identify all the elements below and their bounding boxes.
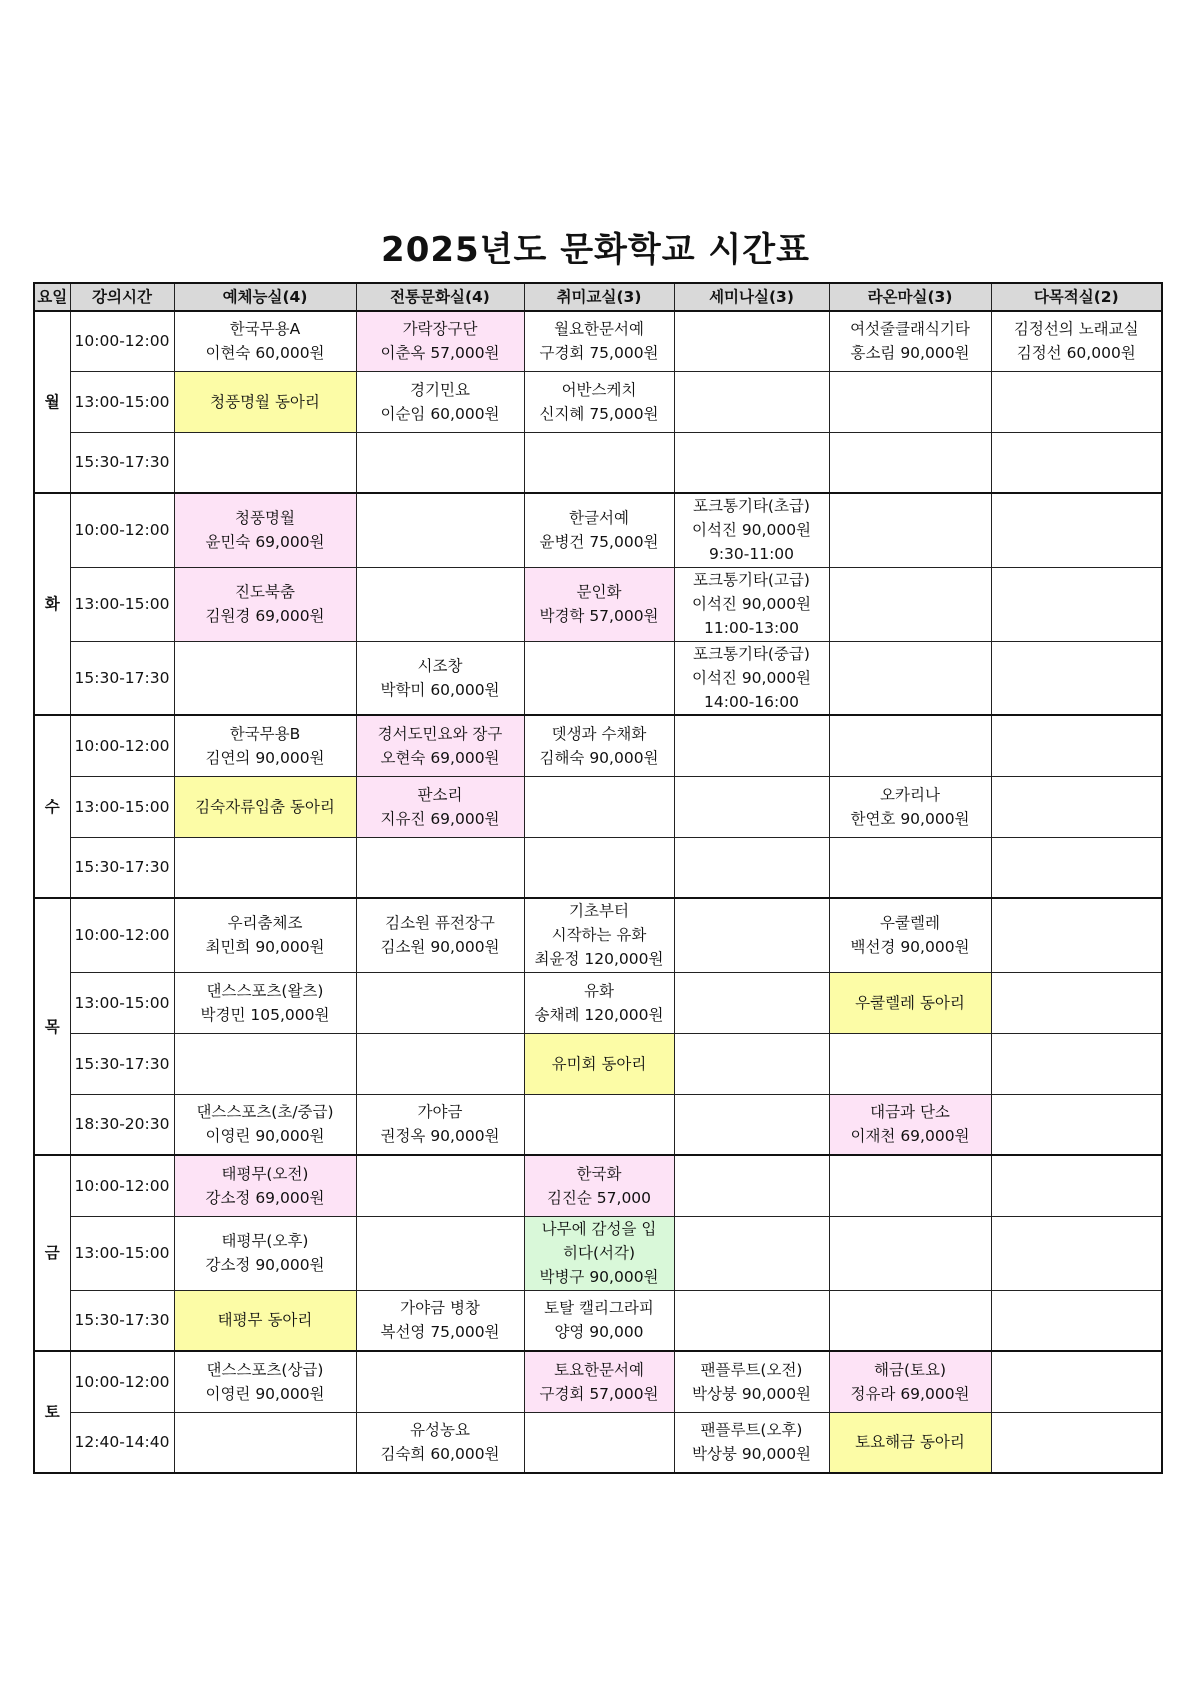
- class-line: 정유라 69,000원: [850, 1384, 970, 1403]
- class-line: 팬플루트(오전): [700, 1360, 803, 1379]
- empty-cell: [991, 493, 1162, 567]
- time-slot: 12:40-14:40: [70, 1412, 174, 1473]
- class-line: 한글서예: [569, 509, 629, 528]
- empty-cell: [674, 1216, 829, 1290]
- empty-cell: [356, 1216, 524, 1290]
- table-row: [34, 1094, 1162, 1155]
- time-slot: 10:00-12:00: [70, 1351, 174, 1412]
- class-line: 구경회 75,000원: [539, 344, 659, 363]
- class-cell: [356, 1290, 524, 1351]
- class-cell: [829, 776, 991, 837]
- empty-cell: [524, 776, 674, 837]
- class-line: 태평무(오후): [221, 1232, 309, 1250]
- timetable-body: [34, 311, 1162, 1473]
- class-line: 김원경 69,000원: [205, 607, 325, 625]
- class-line: 이석진 90,000원: [691, 521, 812, 540]
- class-cell: [829, 1351, 991, 1412]
- class-line: 대금과 단소: [870, 1103, 950, 1122]
- empty-cell: [829, 1033, 991, 1094]
- class-line: 윤병건 75,000원: [539, 533, 659, 552]
- day-label: 토: [34, 1351, 70, 1473]
- empty-cell: [991, 972, 1162, 1033]
- empty-cell: [356, 1155, 524, 1216]
- empty-cell: [356, 432, 524, 493]
- class-cell: [524, 1290, 674, 1351]
- time-slot: 10:00-12:00: [70, 1155, 174, 1216]
- table-row: [34, 371, 1162, 432]
- class-line: 뎃생과 수채화: [551, 724, 647, 743]
- time-slot: 13:00-15:00: [70, 1216, 174, 1290]
- class-line: 백선경 90,000원: [850, 938, 970, 957]
- empty-cell: [174, 1412, 356, 1473]
- class-line: 강소정 90,000원: [205, 1256, 325, 1274]
- day-label: 목: [34, 898, 70, 1155]
- table-row: [34, 1351, 1162, 1412]
- class-line: 유미회 동아리: [551, 1054, 647, 1073]
- class-line: 문인화: [576, 583, 622, 601]
- empty-cell: [356, 493, 524, 567]
- class-line: 박병구 90,000원: [539, 1268, 659, 1286]
- empty-cell: [674, 1033, 829, 1094]
- empty-cell: [829, 432, 991, 493]
- class-line: 김소원 퓨전장구: [385, 914, 495, 933]
- class-line: 최윤정 120,000원: [534, 950, 664, 969]
- class-line: 진도북춤: [235, 583, 295, 601]
- empty-cell: [991, 715, 1162, 776]
- empty-cell: [829, 371, 991, 432]
- class-line: 우쿨렐레 동아리: [855, 993, 965, 1012]
- class-cell: [356, 715, 524, 776]
- empty-cell: [991, 1033, 1162, 1094]
- table-row: [34, 1412, 1162, 1473]
- header-room-traditional: 전통문화실(4): [356, 283, 524, 311]
- class-line: 판소리: [417, 785, 463, 804]
- time-slot: 15:30-17:30: [70, 432, 174, 493]
- header-day: 요일: [34, 283, 70, 311]
- class-cell: [524, 972, 674, 1033]
- empty-cell: [674, 776, 829, 837]
- empty-cell: [991, 1216, 1162, 1290]
- class-line: 김정선의 노래교실: [1013, 320, 1139, 339]
- class-line: 송채례 120,000원: [534, 1005, 664, 1024]
- empty-cell: [674, 898, 829, 972]
- class-line: 히다(서각): [563, 1244, 635, 1262]
- class-line: 포크통기타(중급): [693, 644, 810, 663]
- class-line: 포크통기타(고급): [693, 571, 810, 589]
- class-cell: [524, 493, 674, 567]
- class-line: 김진순 57,000: [546, 1188, 652, 1207]
- class-line: 한국화: [576, 1164, 622, 1183]
- empty-cell: [991, 567, 1162, 641]
- empty-cell: [829, 493, 991, 567]
- time-slot: 15:30-17:30: [70, 1033, 174, 1094]
- empty-cell: [991, 432, 1162, 493]
- class-cell: [524, 1155, 674, 1216]
- class-line: 월요한문서예: [554, 320, 644, 339]
- class-line: 시작하는 유화: [551, 926, 647, 945]
- table-row: [34, 837, 1162, 898]
- class-cell: [174, 1155, 356, 1216]
- empty-cell: [991, 1155, 1162, 1216]
- header-room-seminar: 세미나실(3): [674, 283, 829, 311]
- class-line: 박경민 105,000원: [200, 1005, 330, 1024]
- empty-cell: [991, 776, 1162, 837]
- class-line: 여섯줄클래식기타: [850, 320, 970, 339]
- time-slot: 10:00-12:00: [70, 715, 174, 776]
- class-line: 김숙희 60,000원: [380, 1445, 500, 1464]
- class-line: 이영린 90,000원: [205, 1127, 325, 1146]
- class-cell: [174, 715, 356, 776]
- table-row: [34, 1290, 1162, 1351]
- class-line: 김소원 90,000원: [380, 938, 500, 957]
- class-line: 9:30-11:00: [708, 545, 795, 564]
- time-slot: 13:00-15:00: [70, 371, 174, 432]
- class-line: 박경학 57,000원: [539, 607, 659, 625]
- class-line: 최민희 90,000원: [205, 938, 325, 957]
- class-line: 한국무용B: [229, 724, 301, 743]
- class-line: 가야금: [417, 1103, 463, 1122]
- class-cell: [829, 898, 991, 972]
- class-line: 김정선 60,000원: [1016, 344, 1136, 363]
- empty-cell: [674, 837, 829, 898]
- empty-cell: [356, 1033, 524, 1094]
- class-cell: [829, 1412, 991, 1473]
- class-line: 권정옥 90,000원: [380, 1127, 500, 1146]
- class-line: 기초부터: [569, 902, 629, 921]
- class-cell: [829, 972, 991, 1033]
- class-line: 댄스스포츠(초/중급): [196, 1103, 334, 1122]
- table-row: [34, 1033, 1162, 1094]
- empty-cell: [991, 371, 1162, 432]
- class-line: 지유진 69,000원: [380, 809, 500, 828]
- class-line: 태평무(오전): [221, 1164, 309, 1183]
- time-slot: 15:30-17:30: [70, 837, 174, 898]
- header-room-multipurpose: 다목적실(2): [991, 283, 1162, 311]
- class-line: 청풍명월: [235, 509, 295, 528]
- class-cell: [524, 1033, 674, 1094]
- class-line: 어반스케치: [561, 380, 637, 399]
- time-slot: 13:00-15:00: [70, 776, 174, 837]
- class-line: 11:00-13:00: [704, 619, 799, 637]
- class-line: 댄스스포츠(왈츠): [206, 981, 324, 1000]
- class-cell: [174, 493, 356, 567]
- table-row: [34, 898, 1162, 972]
- header-room-arts: 예체능실(4): [174, 283, 356, 311]
- table-row: [34, 715, 1162, 776]
- class-cell: [674, 1351, 829, 1412]
- class-line: 14:00-16:00: [704, 692, 799, 711]
- empty-cell: [174, 432, 356, 493]
- class-line: 오현숙 69,000원: [380, 748, 500, 767]
- class-line: 유성농요: [410, 1421, 470, 1440]
- day-label: 화: [34, 493, 70, 715]
- empty-cell: [829, 715, 991, 776]
- time-slot: 13:00-15:00: [70, 972, 174, 1033]
- empty-cell: [829, 567, 991, 641]
- class-line: 토탈 캘리그라피: [544, 1299, 654, 1318]
- class-line: 윤민숙 69,000원: [205, 533, 325, 552]
- empty-cell: [174, 1033, 356, 1094]
- empty-cell: [524, 432, 674, 493]
- class-line: 이영린 90,000원: [205, 1384, 325, 1403]
- class-cell: [674, 567, 829, 641]
- class-line: 경기민요: [410, 380, 470, 399]
- class-line: 우리춤체조: [227, 914, 303, 933]
- class-line: 박상붕 90,000원: [691, 1384, 812, 1403]
- class-cell: [174, 1351, 356, 1412]
- class-line: 한연호 90,000원: [850, 809, 970, 828]
- class-cell: [174, 776, 356, 837]
- class-cell: [829, 1094, 991, 1155]
- empty-cell: [829, 641, 991, 715]
- header-room-hobby: 취미교실(3): [524, 283, 674, 311]
- class-line: 포크통기타(초급): [693, 497, 810, 516]
- class-cell: [174, 371, 356, 432]
- time-slot: 15:30-17:30: [70, 1290, 174, 1351]
- time-slot: 18:30-20:30: [70, 1094, 174, 1155]
- empty-cell: [991, 898, 1162, 972]
- timetable: [33, 282, 1163, 1474]
- class-line: 홍소림 90,000원: [850, 344, 970, 363]
- empty-cell: [674, 371, 829, 432]
- empty-cell: [674, 432, 829, 493]
- empty-cell: [991, 1094, 1162, 1155]
- empty-cell: [674, 1290, 829, 1351]
- day-label: 금: [34, 1155, 70, 1351]
- empty-cell: [991, 641, 1162, 715]
- class-line: 토요한문서예: [554, 1360, 644, 1379]
- class-cell: [524, 311, 674, 371]
- class-cell: [174, 567, 356, 641]
- class-line: 경서도민요와 장구: [377, 724, 503, 743]
- empty-cell: [356, 567, 524, 641]
- class-cell: [356, 311, 524, 371]
- class-line: 복선영 75,000원: [380, 1323, 500, 1342]
- table-row: [34, 567, 1162, 641]
- empty-cell: [991, 1412, 1162, 1473]
- class-cell: [524, 371, 674, 432]
- class-cell: [356, 898, 524, 972]
- class-line: 우쿨렐레: [880, 914, 940, 933]
- class-cell: [524, 1216, 674, 1290]
- class-cell: [174, 311, 356, 371]
- class-cell: [356, 641, 524, 715]
- class-line: 이현숙 60,000원: [205, 344, 325, 363]
- empty-cell: [356, 972, 524, 1033]
- class-cell: [356, 371, 524, 432]
- class-line: 토요해금 동아리: [855, 1433, 965, 1452]
- table-row: [34, 1155, 1162, 1216]
- class-cell: [524, 715, 674, 776]
- class-cell: [829, 311, 991, 371]
- class-line: 김연의 90,000원: [205, 748, 325, 767]
- empty-cell: [524, 837, 674, 898]
- class-cell: [174, 1216, 356, 1290]
- day-label: 월: [34, 311, 70, 493]
- class-line: 팬플루트(오후): [700, 1421, 803, 1440]
- class-cell: [356, 1412, 524, 1473]
- empty-cell: [524, 641, 674, 715]
- class-cell: [356, 776, 524, 837]
- empty-cell: [991, 1290, 1162, 1351]
- class-line: 가야금 병창: [400, 1299, 480, 1318]
- header-row: [34, 283, 1162, 311]
- class-cell: [674, 641, 829, 715]
- time-slot: 10:00-12:00: [70, 898, 174, 972]
- table-row: [34, 641, 1162, 715]
- class-cell: [524, 1351, 674, 1412]
- class-cell: [524, 898, 674, 972]
- empty-cell: [829, 1155, 991, 1216]
- empty-cell: [174, 641, 356, 715]
- class-cell: [174, 1094, 356, 1155]
- table-row: [34, 432, 1162, 493]
- class-cell: [674, 493, 829, 567]
- class-cell: [174, 1290, 356, 1351]
- class-line: 박상붕 90,000원: [691, 1445, 812, 1464]
- class-line: 시조창: [417, 656, 463, 675]
- empty-cell: [174, 837, 356, 898]
- class-cell: [524, 567, 674, 641]
- class-line: 유화: [584, 981, 614, 1000]
- table-row: [34, 311, 1162, 371]
- class-cell: [356, 1094, 524, 1155]
- page-title: 2025년도 문화학교 시간표: [381, 230, 810, 270]
- class-cell: [674, 1412, 829, 1473]
- class-line: 신지혜 75,000원: [539, 404, 659, 423]
- class-line: 강소정 69,000원: [205, 1188, 325, 1207]
- class-cell: [174, 972, 356, 1033]
- class-line: 댄스스포츠(상급): [206, 1360, 324, 1379]
- class-line: 태평무 동아리: [217, 1311, 313, 1330]
- header-time: 강의시간: [70, 283, 174, 311]
- class-line: 박학미 60,000원: [380, 680, 500, 699]
- table-row: [34, 1216, 1162, 1290]
- empty-cell: [356, 837, 524, 898]
- class-line: 나무에 감성을 입: [541, 1220, 657, 1238]
- time-slot: 15:30-17:30: [70, 641, 174, 715]
- empty-cell: [674, 1094, 829, 1155]
- class-line: 해금(토요): [874, 1360, 946, 1379]
- class-line: 가락장구단: [402, 320, 478, 339]
- class-line: 구경회 57,000원: [539, 1384, 659, 1403]
- table-row: [34, 972, 1162, 1033]
- class-line: 청풍명월 동아리: [210, 392, 320, 411]
- class-line: 김해숙 90,000원: [539, 748, 659, 767]
- time-slot: 10:00-12:00: [70, 493, 174, 567]
- empty-cell: [829, 1290, 991, 1351]
- empty-cell: [674, 311, 829, 371]
- empty-cell: [524, 1094, 674, 1155]
- class-line: 양영 90,000: [554, 1323, 644, 1342]
- empty-cell: [356, 1351, 524, 1412]
- time-slot: 10:00-12:00: [70, 311, 174, 371]
- class-line: 이순임 60,000원: [380, 404, 500, 423]
- empty-cell: [674, 972, 829, 1033]
- day-label: 수: [34, 715, 70, 898]
- empty-cell: [991, 1351, 1162, 1412]
- class-line: 김숙자류입춤 동아리: [195, 797, 335, 816]
- class-line: 이춘옥 57,000원: [380, 344, 500, 363]
- empty-cell: [829, 837, 991, 898]
- class-line: 한국무용A: [229, 320, 301, 339]
- class-line: 오카리나: [880, 785, 940, 804]
- table-row: [34, 776, 1162, 837]
- empty-cell: [524, 1412, 674, 1473]
- class-line: 이재천 69,000원: [850, 1127, 970, 1146]
- class-line: 이석진 90,000원: [691, 668, 812, 687]
- class-line: 이석진 90,000원: [691, 595, 812, 613]
- class-cell: [174, 898, 356, 972]
- empty-cell: [674, 1155, 829, 1216]
- time-slot: 13:00-15:00: [70, 567, 174, 641]
- header-room-raon: 라온마실(3): [829, 283, 991, 311]
- empty-cell: [829, 1216, 991, 1290]
- table-row: [34, 493, 1162, 567]
- empty-cell: [674, 715, 829, 776]
- empty-cell: [991, 837, 1162, 898]
- class-cell: [991, 311, 1162, 371]
